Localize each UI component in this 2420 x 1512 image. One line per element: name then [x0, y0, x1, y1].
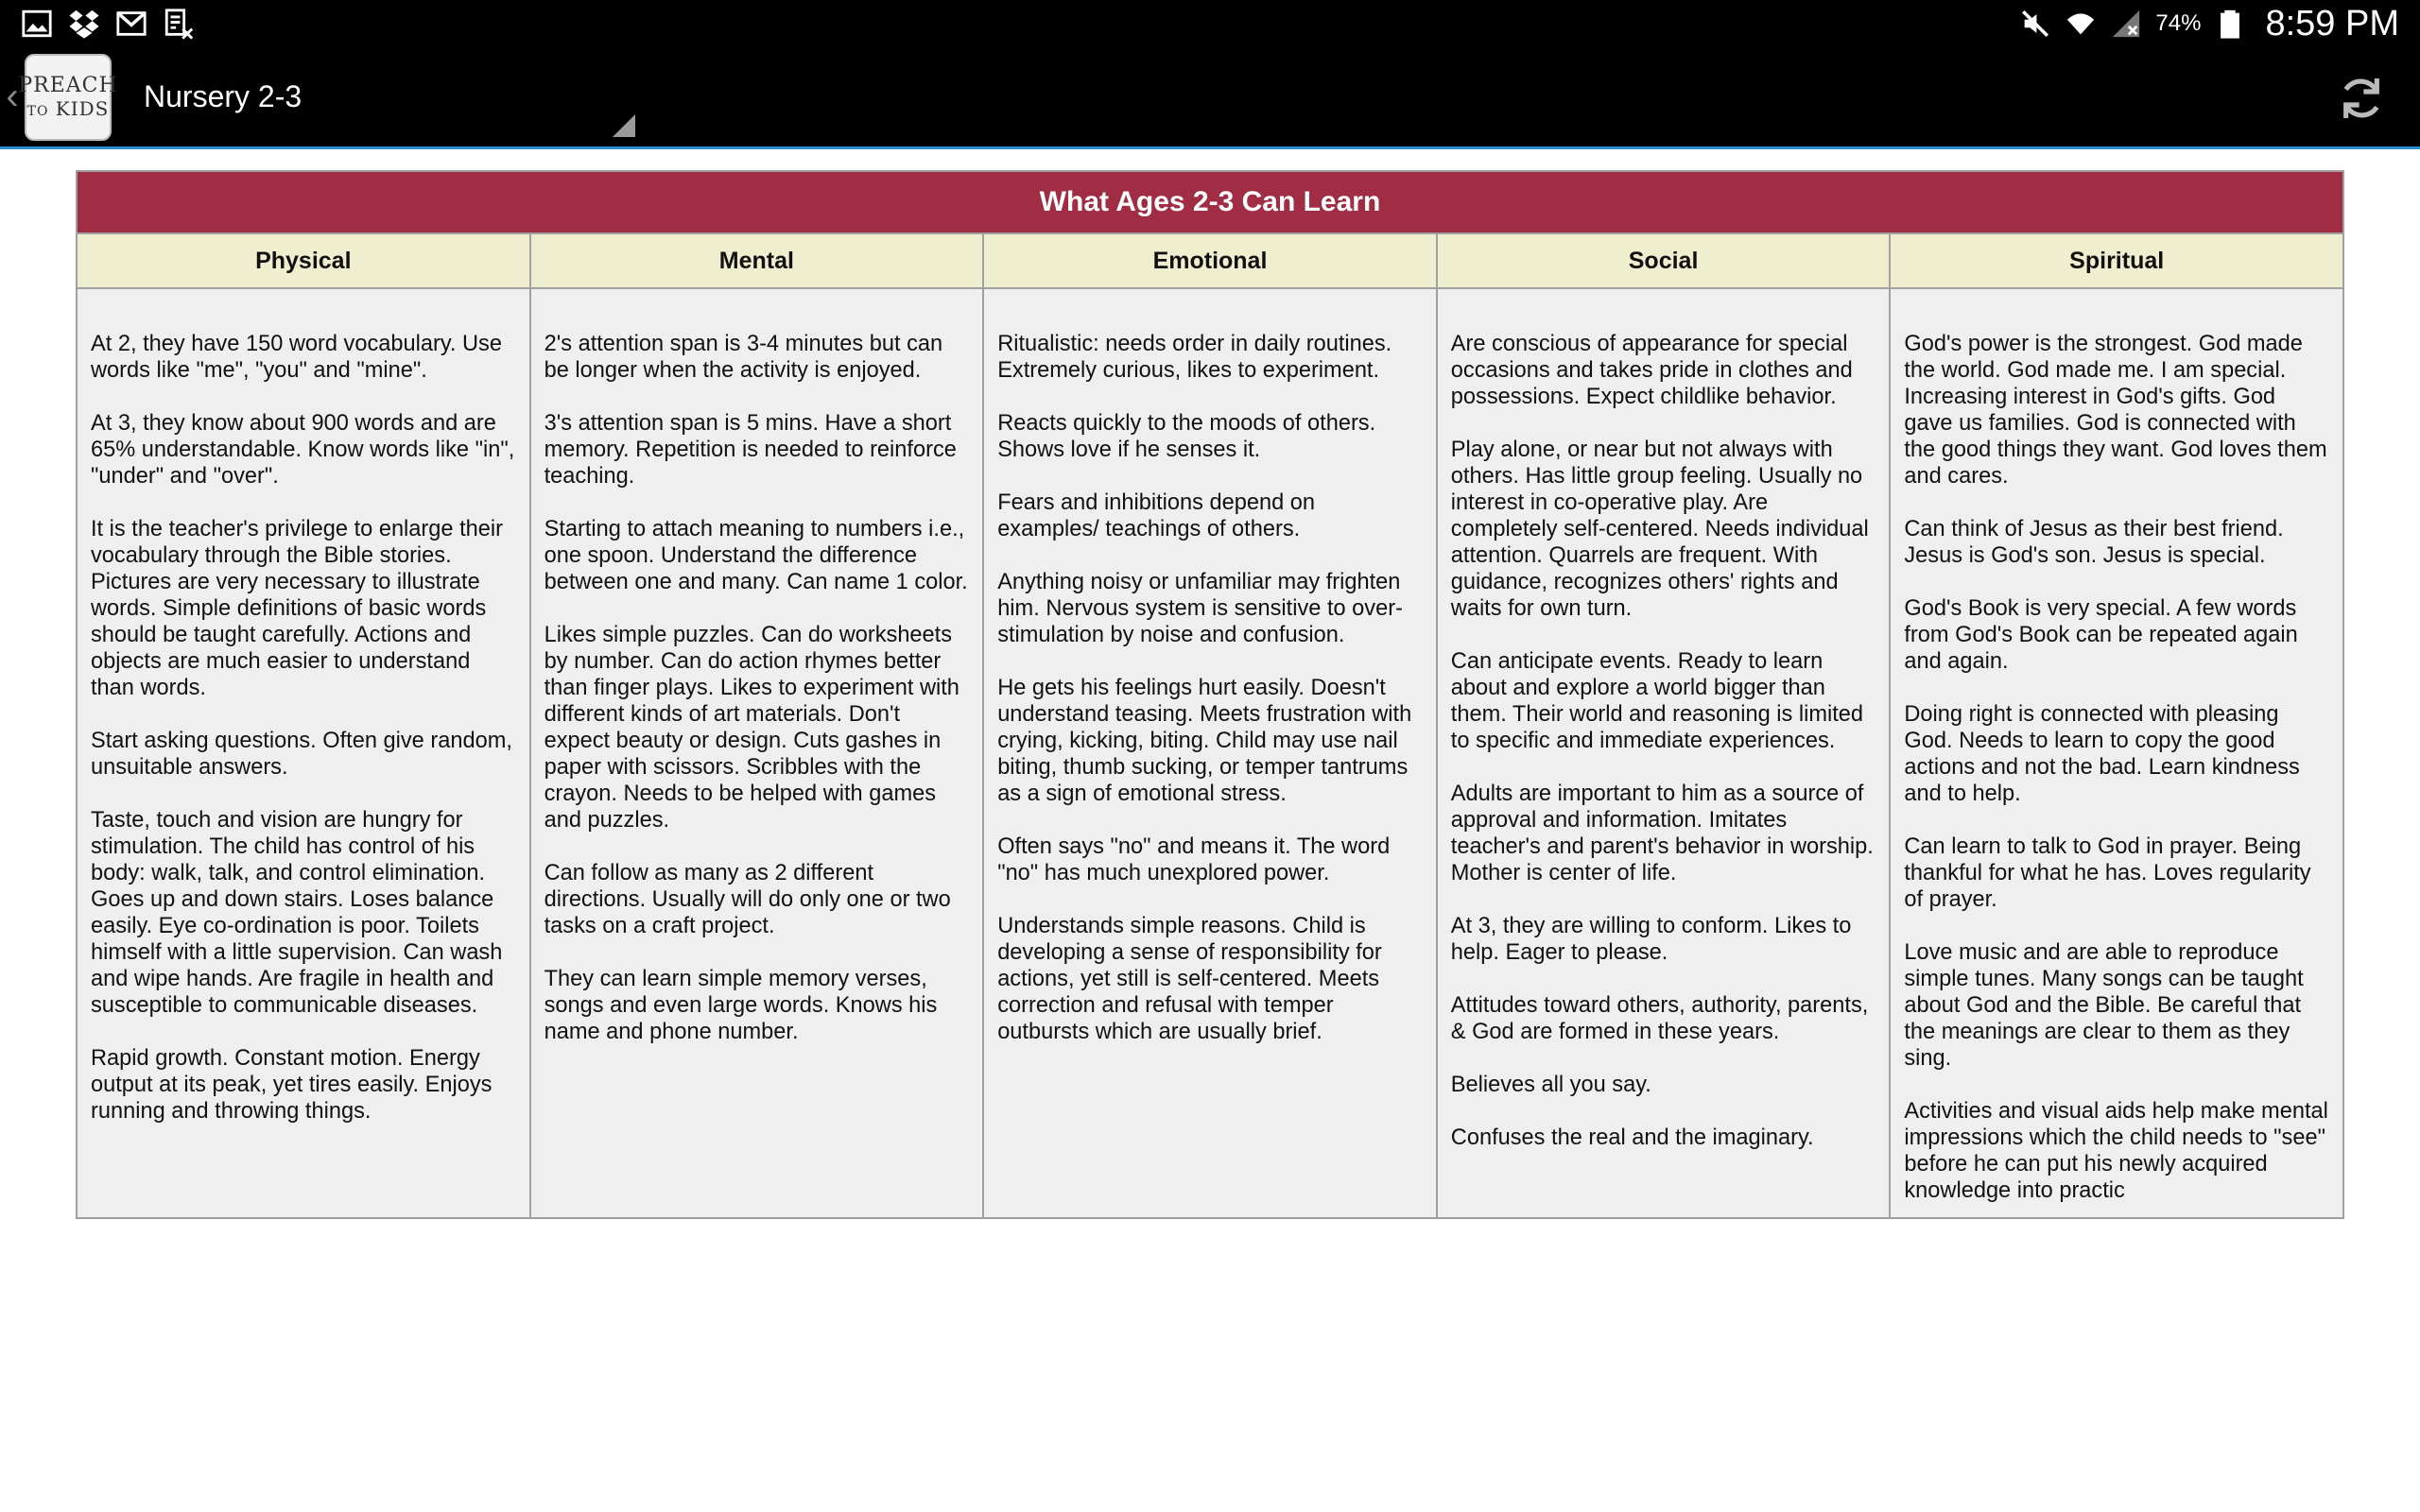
- page-title: Nursery 2-3: [144, 79, 302, 113]
- cell-paragraph: Doing right is connected with pleasing God. Needs to learn to copy the good actions and not the bad. Learn kindness and to help.: [1904, 702, 2300, 806]
- dropbox-icon: [68, 8, 100, 40]
- cell-paragraph: Love music and are able to reproduce simple tunes. Many songs can be taught about God and the Bible. Be careful that the meanings are clear to them as they sing.: [1904, 940, 2304, 1071]
- cell-paragraph: Often says "no" and means it. The word "no" has much unexplored power.: [997, 834, 1391, 885]
- table-title: What Ages 2-3 Can Learn: [77, 171, 2343, 233]
- cell-paragraph: Are conscious of appearance for special occasions and takes pride in clothes and possessions. Expect childlike behavior.: [1450, 332, 1853, 409]
- table-cell-spiritual: [1890, 288, 2343, 1218]
- refresh-icon: [2335, 72, 2388, 125]
- system-icons: [2019, 4, 2399, 44]
- cell-paragraph: Attitudes toward others, authority, parents, & God are formed in these years.: [1450, 993, 1869, 1044]
- column-header-spiritual: Spiritual: [1890, 233, 2343, 288]
- cell-paragraph: Start asking questions. Often give random, unsuitable answers.: [91, 729, 512, 780]
- table-row: [77, 288, 2343, 1218]
- cell-paragraph: God's power is the strongest. God made the world. God made me. I am special. Increasing interest in God's gifts. God gave us families. God is connected with the good things they want. God loves them and cares.: [1904, 332, 2327, 489]
- gmail-icon: [115, 8, 147, 40]
- cell-paragraph: Can think of Jesus as their best friend. Jesus is God's son. Jesus is special.: [1904, 517, 2284, 568]
- app-logo[interactable]: PREACH TO KIDS: [25, 54, 112, 141]
- battery-percentage: 74%: [2155, 10, 2202, 36]
- mute-icon: [2019, 8, 2051, 40]
- cell-paragraph: Adults are important to him as a source of approval and information. Imitates teacher's and parent's behavior in worship. Mother is center of life.: [1450, 782, 1874, 885]
- dropdown-triangle-icon: [613, 114, 635, 137]
- screenshot-doc-icon: [163, 8, 195, 40]
- cell-paragraph: Understands simple reasons. Child is developing a sense of responsibility for actions, yet still is self-centered. Meets correction and refusal with temper outbursts which are usually brief.: [997, 914, 1382, 1044]
- table-cell-emotional: [983, 288, 1437, 1218]
- cell-paragraph: Ritualistic: needs order in daily routines. Extremely curious, likes to experiment.: [997, 332, 1392, 383]
- column-header-social: Social: [1437, 233, 1891, 288]
- up-navigation-icon[interactable]: ‹: [6, 76, 19, 117]
- notification-icons: [21, 8, 195, 40]
- cell-paragraph: It is the teacher's privilege to enlarge their vocabulary through the Bible stories. Pictures are very necessary to illustrate words. Simple definitions of basic words should be taught carefully. Actions and objects are much easier to understand than words.: [91, 517, 503, 700]
- cell-paragraph: At 3, they are willing to conform. Likes to help. Eager to please.: [1450, 914, 1852, 965]
- cell-paragraph: Believes all you say.: [1450, 1073, 1651, 1097]
- cell-paragraph: Confuses the real and the imaginary.: [1450, 1125, 1814, 1150]
- battery-icon: [2214, 8, 2246, 40]
- title-spinner[interactable]: [144, 47, 635, 146]
- column-header-mental: Mental: [530, 233, 984, 288]
- table-cell-social: [1437, 288, 1891, 1218]
- cell-paragraph: Can learn to talk to God in prayer. Being thankful for what he has. Loves regularity of prayer.: [1904, 834, 2311, 912]
- table-cell-mental: [530, 288, 984, 1218]
- cell-paragraph: Taste, touch and vision are hungry for stimulation. The child has control of his body: walk, talk, and control elimination. Goes up and down stairs. Loses balance easily. Eye co-ordination is poor. Toilets himself with a little supervision. Can wash and wipe hands. Are fragile in health and susceptible to communicable diseases.: [91, 808, 503, 1018]
- action-bar: [0, 47, 2420, 149]
- cell-paragraph: Fears and inhibitions depend on examples/ teachings of others.: [997, 490, 1315, 541]
- signal-icon: [2110, 8, 2142, 40]
- cell-paragraph: Reacts quickly to the moods of others. Shows love if he senses it.: [997, 411, 1376, 462]
- age-learning-table: [76, 170, 2344, 1219]
- cell-paragraph: Can anticipate events. Ready to learn about and explore a world bigger than them. Their world and reasoning is limited to specific and immediate experiences.: [1450, 649, 1864, 753]
- cell-paragraph: Activities and visual aids help make mental impressions which the child needs to "see" before he can put his newly acquired knowledge into practic: [1904, 1099, 2328, 1203]
- column-header-emotional: Emotional: [983, 233, 1437, 288]
- wifi-icon: [2065, 8, 2097, 40]
- cell-paragraph: He gets his feelings hurt easily. Doesn't understand teasing. Meets frustration with crying, kicking, biting. Child may use nail biting, thumb sucking, or temper tantrums as a sign of emotional stress.: [997, 676, 1412, 806]
- cell-paragraph: At 2, they have 150 word vocabulary. Use words like "me", "you" and "mine".: [91, 332, 502, 383]
- cell-paragraph: Starting to attach meaning to numbers i.e., one spoon. Understand the difference between one and many. Can name 1 color.: [544, 517, 968, 594]
- gallery-icon: [21, 8, 53, 40]
- column-headers: [77, 233, 2343, 288]
- cell-paragraph: 3's attention span is 5 mins. Have a short memory. Repetition is needed to reinforce teaching.: [544, 411, 957, 489]
- cell-paragraph: 2's attention span is 3-4 minutes but can be longer when the activity is enjoyed.: [544, 332, 943, 383]
- refresh-button[interactable]: [2335, 72, 2388, 125]
- cell-paragraph: Anything noisy or unfamiliar may frighten him. Nervous system is sensitive to over-stimulation by noise and confusion.: [997, 570, 1403, 647]
- cell-paragraph: Rapid growth. Constant motion. Energy output at its peak, yet tires easily. Enjoys running and throwing things.: [91, 1046, 493, 1124]
- content-area: [76, 170, 2344, 1219]
- cell-paragraph: Play alone, or near but not always with others. Has little group feeling. Usually no interest in co-operative play. Are completely self-centered. Needs individual attention. Quarrels are frequent. With guidance, recognizes others' rights and waits for own turn.: [1450, 438, 1869, 621]
- clock: 8:59 PM: [2265, 3, 2399, 43]
- status-bar: [0, 0, 2420, 47]
- cell-paragraph: They can learn simple memory verses, songs and even large words. Knows his name and phone number.: [544, 967, 938, 1044]
- table-cell-physical: [77, 288, 530, 1218]
- cell-paragraph: Can follow as many as 2 different directions. Usually will do only one or two tasks on a craft project.: [544, 861, 951, 938]
- column-header-physical: Physical: [77, 233, 530, 288]
- cell-paragraph: God's Book is very special. A few words from God's Book can be repeated again and again.: [1904, 596, 2298, 674]
- cell-paragraph: Likes simple puzzles. Can do worksheets by number. Can do action rhymes better than finger plays. Likes to experiment with different kinds of art materials. Don't expect beauty or design. Cuts gashes in paper with scissors. Scribbles with the crayon. Needs to be helped with games and puzzles.: [544, 623, 959, 833]
- cell-paragraph: At 3, they know about 900 words and are 65% understandable. Know words like "in", "under" and "over".: [91, 411, 515, 489]
